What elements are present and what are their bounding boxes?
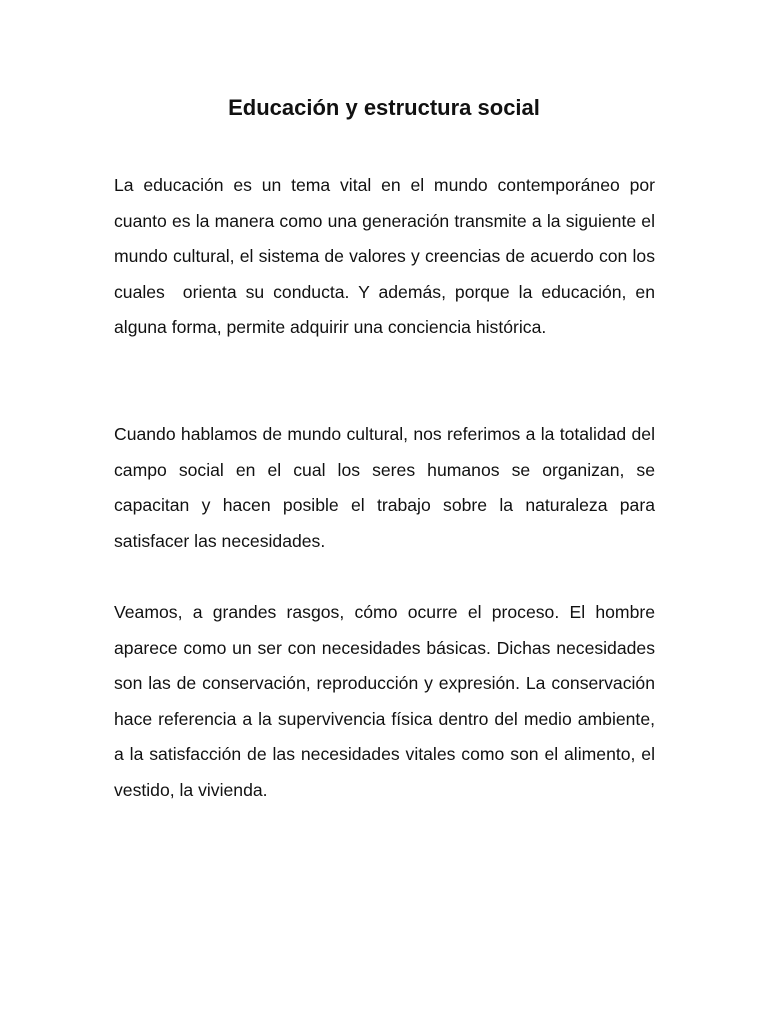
paragraph-2: Cuando hablamos de mundo cultural, nos referimos a la totalidad del campo social en el cual los seres humanos se organizan, se capacitan y hacen posible el trabajo sobre la naturaleza para satisfacer las necesidades. <box>114 424 660 551</box>
paragraph-3: Veamos, a grandes rasgos, cómo ocurre el proceso. El hombre aparece como un ser con necesidades básicas. Dichas necesidades son las de conservación, reproducción y expresión. La conservación hace referencia a la supervivencia física dentro del medio ambiente, a la satisfacción de las necesidades vitales como son el alimento, el vestido, la vivienda. <box>114 602 660 800</box>
document-title: Educación y estructura social <box>228 95 540 120</box>
paragraph-1: La educación es un tema vital en el mundo contemporáneo por cuanto es la manera como una generación transmite a la siguiente el mundo cultural, el sistema de valores y creencias de acuerdo con los cuales orienta su conducta. Y además, porque la educación, en alguna forma, permite adquirir una conciencia histórica. <box>114 175 660 338</box>
